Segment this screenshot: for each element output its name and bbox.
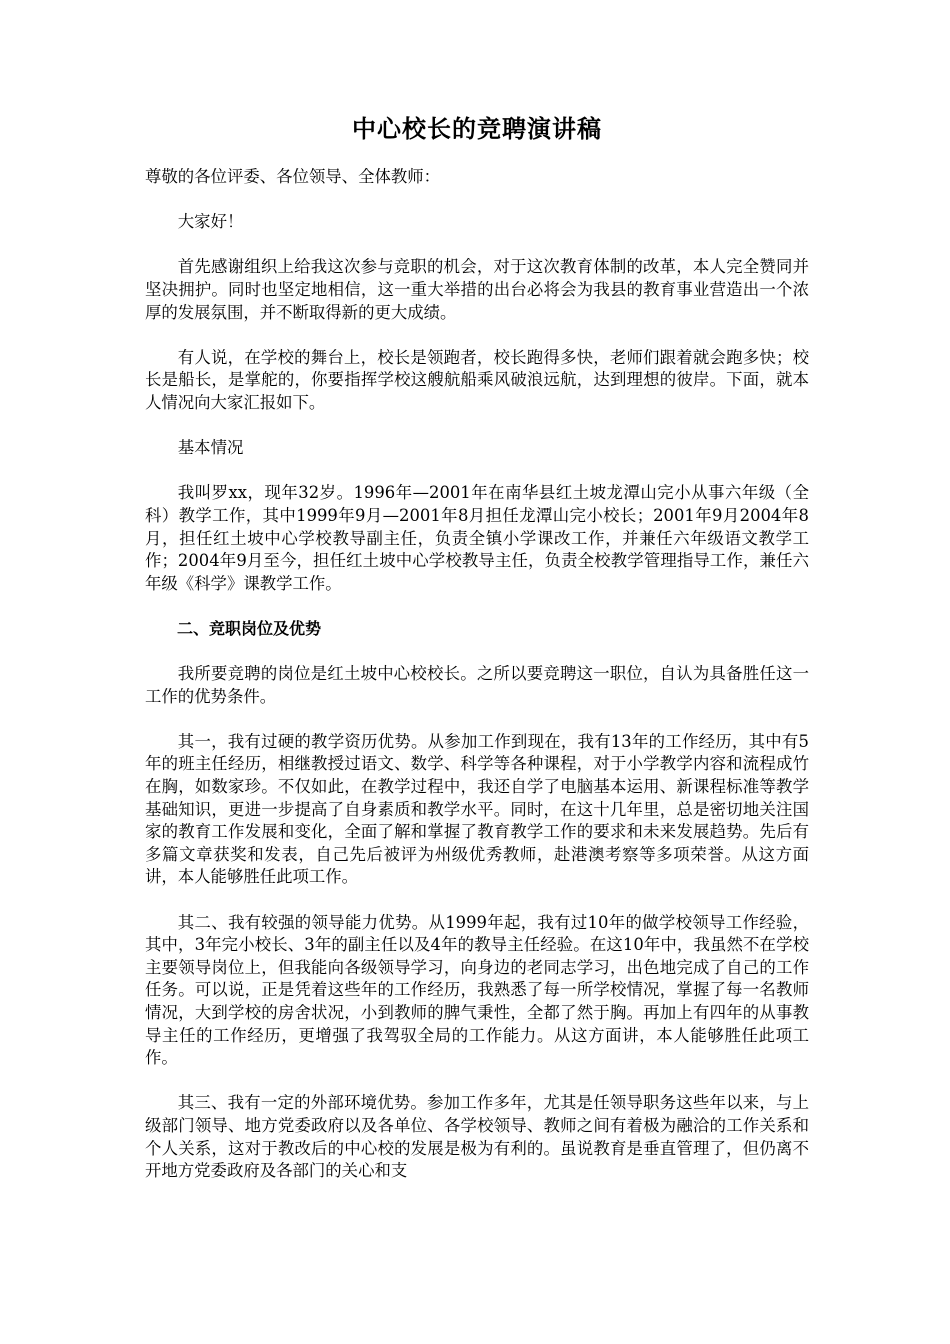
paragraph-advantage-2: 其二、我有较强的领导能力优势。从1999年起，我有过10年的做学校领导工作经验，其中，3年完小校长、3年的副主任以及4年的教导主任经验。在这10年中，我虽然不在学校主要领导岗位上，但我能向各级领导学习，向身边的老同志学习，出色地完成了自己的工作任务。可以说，正是凭着这些年的工作经历，我熟悉了每一所学校情况，掌握了每一名教师情况，大到学校的房舍状况，小到教师的脾气秉性，全都了然于胸。再加上有四年的从事教导主任的工作经历，更增强了我驾驭全局的工作能力。从这方面讲，本人能够胜任此项工作。 [145, 912, 809, 1068]
paragraph-thanks: 首先感谢组织上给我这次参与竞职的机会，对于这次教育体制的改革，本人完全赞同并坚决拥护。同时也坚定地相信，这一重大举措的出台必将会为我县的教育事业营造出一个浓厚的发展氛围，并不断取得新的更大成绩。 [145, 257, 809, 322]
document-title: 中心校长的竞聘演讲稿 [352, 115, 602, 143]
paragraph-basic-info: 我叫罗xx，现年32岁。1996年—2001年在南华县红土坡龙潭山完小从事六年级（全科）教学工作，其中1999年9月—2001年8月担任龙潭山完小校长；2001年9月2004年8月，担任红土坡中心学校教导副主任，负责全镇小学课改工作，并兼任六年级语文教学工作；2004年9月至今，担任红土坡中心学校教导主任，负责全校教学管理指导工作，兼任六年级《科学》课教学工作。 [145, 483, 809, 593]
paragraph-advantage-1: 其一，我有过硬的教学资历优势。从参加工作到现在，我有13年的工作经历，其中有5年的班主任经历，相继教授过语文、数学、科学等各种课程，对于小学教学内容和流程成竹在胸，如数家珍。不仅如此，在教学过程中，我还自学了电脑基本运用、新课程标准等教学基础知识，更进一步提高了自身素质和教学水平。同时，在这十几年里，总是密切地关注国家的教育工作发展和变化，全面了解和掌握了教育教学工作的要求和未来发展趋势。先后有多篇文章获奖和发表，自己先后被评为州级优秀教师，赴港澳考察等多项荣誉。从这方面讲，本人能够胜任此项工作。 [145, 731, 809, 887]
paragraph-position: 我所要竞聘的岗位是红土坡中心校校长。之所以要竞聘这一职位，自认为具备胜任这一工作的优势条件。 [145, 664, 809, 706]
section-heading-basic-info: 基本情况 [177, 438, 244, 458]
paragraph-principal-role: 有人说，在学校的舞台上，校长是领跑者，校长跑得多快，老师们跟着就会跑多快；校长是船长，是掌舵的，你要指挥学校这艘航船乘风破浪远航，达到理想的彼岸。下面，就本人情况向大家汇报如下。 [145, 347, 809, 412]
section-heading-position-advantages: 二、竞职岗位及优势 [177, 618, 322, 638]
greeting: 大家好！ [177, 212, 244, 232]
salutation: 尊敬的各位评委、各位领导、全体教师： [145, 167, 441, 186]
paragraph-advantage-3: 其三、我有一定的外部环境优势。参加工作多年，尤其是任领导职务这些年以来，与上级部门领导、地方党委政府以及各单位、各学校领导、教师之间有着极为融洽的工作关系和个人关系，这对于教改后的中心校的发展是极为有利的。虽说教育是垂直管理了，但仍离不开地方党委政府及各部门的关心和支 [145, 1093, 809, 1181]
document-page [145, 112, 809, 1205]
